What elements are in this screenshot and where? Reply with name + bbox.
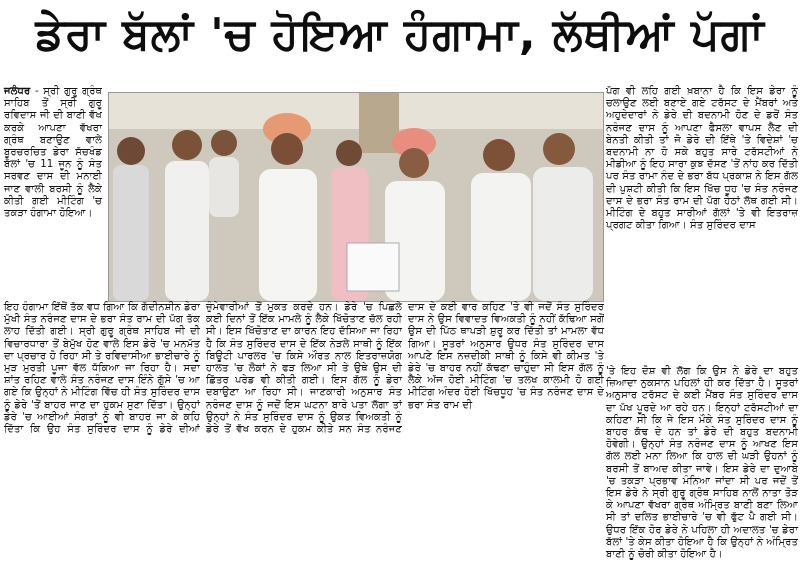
article-text-right: ਪੱਗ ਵੀ ਲਹਿ ਗਈ ਖ਼ਬਾਨਾ ਹੈ ਕਿ ਇਸ ਡੇਰਾ ਨੂੰ ਚਲਾਉਣ ਲਈ ਬਣਾਏ ਗਏ ਟਰੱਸਟ ਦੇ ਮੈਂਬਰਾਂ ਅਤੇ ਅਹੁਦੇਦਾਰਾਂ ਨੇ ਡੇਰੇ ਦੀ ਬਦਨਾਮੀ ਹੋਣ ਦੇ ਡਰੋਂ ਸੰਤ ਨਰੰਜਣ ਦਾਸ ਨੂੰ ਆਪਣਾ ਫੈਸਲਾ ਵਾਪਸ ਲੈਣ ਦੀ ਬੇਨਤੀ ਕੀਤੀ ਤਾਂ ਜੋ ਡੇਰੇ ਦੀ ਇੱਥੇ 'ਤੇ ਵਿਦੇਸ਼ਾਂ 'ਚ ਬਦਨਾਮੀ ਨਾ ਹੋ ਸਕੇ ਬਹੁਤ ਸਾਰੇ ਟਰੱਸਟੀਆਂ ਨੇ ਮੀਡੀਆ ਨੂੰ ਇਹ ਸਾਰਾ ਕੁਝ ਦੱਸਣ 'ਤੋਂ ਨਾਂਹ ਕਰ ਦਿੱਤੀ ਪਰ ਸੰਤ ਰਾਮਾ ਨੰਦ ਦੇ ਭਰਾ ਬੱਧ ਪ੍ਰਕਾਸ਼ ਨੇ ਇਸ ਗੱਲ ਦੀ ਪੁਸ਼ਟੀ ਕੀਤੀ ਕਿ ਇਸ ਖਿੱਚ ਧੂਹ 'ਚ ਸੰਤ ਨਰੰਜਣ ਦਾਸ ਦੇ ਭਰਾ ਸੰਤ ਰਾਮ ਦੀ ਪੱਗ ਹੇਠਾਂ ਲੱਥ ਗਈ ਸੀ। ਮੀਟਿੰਗ ਦੇ ਬਹੁਤ ਸਾਰੀਆਂ ਗੱਲਾਂ 'ਤੇ ਵੀ ਇਤਰਾਜ਼ ਪ੍ਰਗਟ ਕੀਤਾ ਗਿਆ। ਸੰਤ ਸੁਰਿੰਦਰ ਦਾਸ	[606, 86, 798, 232]
headline: ਡੇਰਾ ਬੱਲਾਂ 'ਚ ਹੋਇਆ ਹੰਗਾਮਾ, ਲੱਥੀਆਂ ਪੱਗਾਂ	[35, 9, 765, 60]
article-text-left: - ਸ੍ਰੀ ਗੁਰੂ ਗ੍ਰੰਥ ਸਾਹਿਬ ਤੋਂ ਸ੍ਰੀ ਗੁਰੂ ਰਵਿਦਾਸ ਜੀ ਦੀ ਬਾਣੀ ਵੱਖ ਕਰਕੇ ਆਪਣਾ ਵੱਖਰਾ ਗ੍ਰੰਥ ਬਣਾਉਣ ਵਾਲੇ ਬੂਰਚਰਚਿਤ ਡੇਰਾ ਸੱਚਖੰਡ ਬੱਲਾਂ 'ਚ 11 ਜੂਨ ਨੂੰ ਸੰਤ ਸਰਵਣ ਦਾਸ ਦੀ ਮਨਾਈ ਜਾਣ ਵਾਲੀ ਬਰਸੀ ਨੂੰ ਲੈਕੇ ਕੀਤੀ ਗਈ ਮੀਟਿੰਗ 'ਚ ਤਕੜਾ ਹੰਗਾਮਾ ਹੋਇਆ।	[4, 86, 102, 220]
article-column-lower-right	[606, 366, 798, 561]
dateline: ਜਲੰਧਰ	[4, 86, 31, 97]
article-column-right	[606, 86, 798, 364]
article-text-lower: ਇਹ ਹੰਗਾਮਾ ਇੱਥੋਂ ਤੱਕ ਵਧ ਗਿਆ ਕਿ ਗੱਦੀਨਸ਼ੀਨ ਡੇਰਾ ਮੁੱਖੀ ਸੰਤ ਨਰੰਜਣ ਦਾਸ ਦੇ ਭਰਾ ਸੰਤ ਰਾਮ ਦੀ ਪੱਗ ਤੱਕ ਲਾਹ ਦਿੱਤੀ ਗਈ। ਸ੍ਰੀ ਗੁਰੂ ਗ੍ਰੰਥ ਸਾਹਿਬ ਜੀ ਦੀ ਵਿਚਾਰਧਾਰਾ ਤੋਂ ਬੇਮੁੱਖ ਹੋਣ ਵਾਲੇ ਇਸ ਡੇਰੇ 'ਚ ਮਨਮੱਤ ਦਾ ਪ੍ਰਚਾਰ ਹੋ ਰਿਹਾ ਸੀ ਤੇ ਰਵਿਦਾਸੀਆ ਭਾਈਚਾਰੇ ਨੂੰ ਮੁੜ ਮੁਰਤੀ ਪੂਜਾ ਵੱਲ ਧੱਕਿਆ ਜਾ ਰਿਹਾ ਹੈ। ਸਦਾ ਸ਼ਾਂਤ ਰਹਿਣ ਵਾਲੇ ਸੰਤ ਨਰੰਜਣ ਦਾਸ ਇੰਨੇ ਗੁੱਸੇ 'ਚ ਆ ਗਏ ਕਿ ਉਨ੍ਹਾਂ ਨੇ ਮੀਟਿੰਗ ਵਿੱਚ ਹੀ ਸੰਤ ਸੁਰਿੰਦਰ ਦਾਸ ਨੂੰ ਡੇਰੇ 'ਤੋਂ ਬਾਹਰ ਜਾਣ ਦਾ ਹੁਕਮ ਸੁਣਾ ਦਿੱਤਾ। ਉਨ੍ਹਾਂ ਡੇਰੇ 'ਚ ਆਈਆਂ ਸੰਗਤਾਂ ਨੂੰ ਵੀ ਬਾਹਰ ਜਾ ਕੇ ਕਹਿ ਦਿੱਤਾ ਕਿ ਉਹ ਸੰਤ ਸੁਰਿੰਦਰ ਦਾਸ ਨੂੰ ਡੇਰੇ ਦੀਆਂ ਜ਼ੁੰਮੇਵਾਰੀਆਂ ਤੋਂ ਮੁਕਤ ਕਰਦੇ ਹਨ। ਡੇਰੇ 'ਚ ਪਿਛਲੇ ਕਈ ਦਿਨਾਂ ਤੋਂ ਇੱਕ ਮਾਮਲੇ ਨੂੰ ਲੈਕੇ ਖਿੱਚੋਤਾਣ ਚੱਲ ਰਹੀ ਸੀ। ਇਸ ਖਿੱਚੋਤਾਣ ਦਾ ਕਾਰਨ ਇਹ ਦੱਸਿਆ ਜਾ ਰਿਹਾ ਹੈ ਕਿ ਸੰਤ ਸੁਰਿੰਦਰ ਦਾਸ ਦੇ ਇੱਕ ਨੇੜਲੇ ਸਾਥੀ ਨੂੰ ਇੱਕ ਬਿਊਟੀ ਪਾਰਲਰ 'ਚ ਕਿਸੇ ਔਰਤ ਨਾਲ ਇਤਰਾਜ਼ਯੋਗ ਹਾਲਤ 'ਚ ਲੋਕਾਂ ਨੇ ਫੜ ਲਿਆ ਸੀ ਤੇ ਉਥੇ ਉਸ ਦੀ ਛਿੱਤਰ ਪਰੇਡ ਵੀ ਕੀਤੀ ਗਈ। ਇਸ ਗੱਲ ਨੂੰ ਡੇਰਾ ਦਬਾਉਣਾ ਆ ਰਿਹਾ ਸੀ। ਜਾਣਕਾਰੀ ਅਨੁਸਾਰ ਸੰਤ ਨਰੰਜਣ ਦਾਸ ਨੂੰ ਜਦੋਂ ਇਸ ਘਟਨਾ ਬਾਰੇ ਪਤਾ ਲੱਗਾ ਤਾਂ ਉਨ੍ਹਾਂ ਨੇ ਸੰਤ ਸੁਰਿੰਦਰ ਦਾਸ ਨੂੰ ਉਕਤ ਵਿਅਕਤੀ ਨੂੰ ਡੇਰੇ ਤੋਂ ਵੱਖ ਕਰਨ ਦੇ ਹੁਕਮ ਕੀਤੇ ਸਨ ਸੰਤ ਨਰੰਜਣ ਦਾਸ ਦੇ ਕਈ ਵਾਰ ਕਹਿਣ 'ਤੇ ਵੀ ਜਦੋਂ ਸੰਤ ਸੁਰਿੰਦਰ ਦਾਸ ਨੇ ਉਸ ਵਿਵਾਦਤ ਵਿਅਕਤੀ ਨੂੰ ਨਹੀਂ ਕੱਢਿਆ ਸਗੋਂ ਉਸ ਦੀ ਪਿੱਠ ਥਾਪੜੀ ਸ਼ੁਰੂ ਕਰ ਦਿੱਤੀ ਤਾਂ ਮਾਮਲਾ ਵੱਧ ਗਿਆ। ਸੂਤਰਾਂ ਅਨੁਸਾਰ ਉਧਰ ਸੰਤ ਸੁਰਿੰਦਰ ਦਾਸ ਆਪਣੇ ਇਸ ਨਜ਼ਦੀਕੀ ਸਾਥੀ ਨੂੰ ਕਿਸੇ ਵੀ ਕੀਮਤ 'ਤੇ ਡੇਰੇ 'ਚ ਬਾਹਰ ਨਹੀਂ ਕੱਢਣਾ ਚਾਹੁੰਦਾ ਸੀ ਇਸ ਗੱਲ ਨੂੰ ਲੈਕੇ ਅੱਜ ਹੋਈ ਮੀਟਿੰਗ 'ਚ ਤਲਖ ਕਾਲਮੀ ਹੋ ਗਈ ਮੀਟਿੰਗ ਅੰਦਰ ਹੋਈ ਖਿੱਚਧੂਹ 'ਚ ਸੰਤ ਨਰੰਜਣ ਦਾਸ ਦੇ ਭਰਾ ਸੰਤ ਰਾਮ ਦੀ	[4, 302, 604, 436]
article-column-left	[4, 86, 102, 300]
news-photo	[108, 92, 604, 302]
news-photo-illustration	[109, 93, 603, 301]
article-text-lower-right: 'ਤੇ ਇਹ ਦੋਸ਼ ਵੀ ਲੱਗ ਕਿ ਉਸ ਨੇ ਡੇਰੇ ਦਾ ਬਹੁਤ ਜ਼ਿਆਦਾ ਨੁਕਸਾਨ ਪਹਿਲਾਂ ਹੀ ਕਰ ਦਿੱਤਾ ਹੈ। ਸੂਤਰਾਂ ਅਨੁਸਾਰ ਟਰੱਸਟ ਦੇ ਕਈ ਮੈਂਬਰ ਸੰਤ ਸੁਰਿੰਦਰ ਦਾਸ ਦਾ ਪੱਖ ਪੂਰਦੇ ਆ ਰਹੇ ਹਨ। ਇਨ੍ਹਾਂ ਟਰੱਸਟੀਆਂ ਦਾ ਕਹਿਣਾ ਸੀ ਕਿ ਜੇ ਇਸ ਮੌਕੇ ਸੰਤ ਸੁਰਿੰਦਰ ਦਾਸ ਨੂੰ ਬਾਹਰ ਕੱਢ ਦੇ ਹਨ ਤਾਂ ਡੇਰੇ ਦੀ ਬਹੁਤ ਬਦਨਾਮੀ ਹੋਵੇਗੀ। ਉਨ੍ਹਾਂ ਸੰਤ ਨਰੰਜਣ ਦਾਸ ਨੂੰ ਆਖਣ ਇਸ ਗੱਲ ਲਈ ਮਨਾ ਲਿਆ ਕਿ ਹਾਲ ਦੀ ਘੜੀ ਉਹਨਾਂ ਨੂੰ ਬਰਸੀ ਤੋਂ ਬਾਅਦ ਕੀਤਾ ਜਾਵੇ। ਇਸ ਡੇਰੇ ਦਾ ਦੁਆਬੇ 'ਚ ਤਕੜਾ ਪ੍ਰਭਾਵ ਮੰਨਿਆ ਜਾਂਦਾ ਸੀ ਪਰ ਜਦੋਂ ਤੋਂ ਇਸ ਡੇਰੇ ਨੇ ਸ੍ਰੀ ਗੁਰੂ ਗ੍ਰੰਥ ਸਾਹਿਬ ਨਾਲੋਂ ਨਾਤਾ ਤੋੜ ਕੇ ਆਪਣਾ ਵੱਖਰਾ ਗ੍ਰੰਥ ਅੰਮ੍ਰਿਤ ਬਾਣੀ ਬਣਾ ਲਿਆ ਸੀ ਤਾਂ ਦਲਿਤ ਭਾਈਚਾਰੇ 'ਚ ਵੀ ਫੁੱਟ ਪੈ ਗਈ ਸੀ। ਉਧਰ ਇੱਕ ਹੋਰ ਡੇਰੇ ਨੇ ਪਹਿਲਾ ਹੀ ਅਦਾਲਤ 'ਚ ਡੇਰਾ ਬੱਲਾਂ 'ਤੇ ਕੇਸ ਕੀਤਾ ਹੋਇਆ ਹੈ ਕਿ ਉਨ੍ਹਾਂ ਨੇ ਅੰਮ੍ਰਿਤ ਬਾਣੀ ਨੂੰ ਚੋਰੀ ਕੀਤਾ ਹੋਇਆ ਹੈ।	[606, 366, 798, 561]
article-column-lower	[4, 302, 604, 540]
